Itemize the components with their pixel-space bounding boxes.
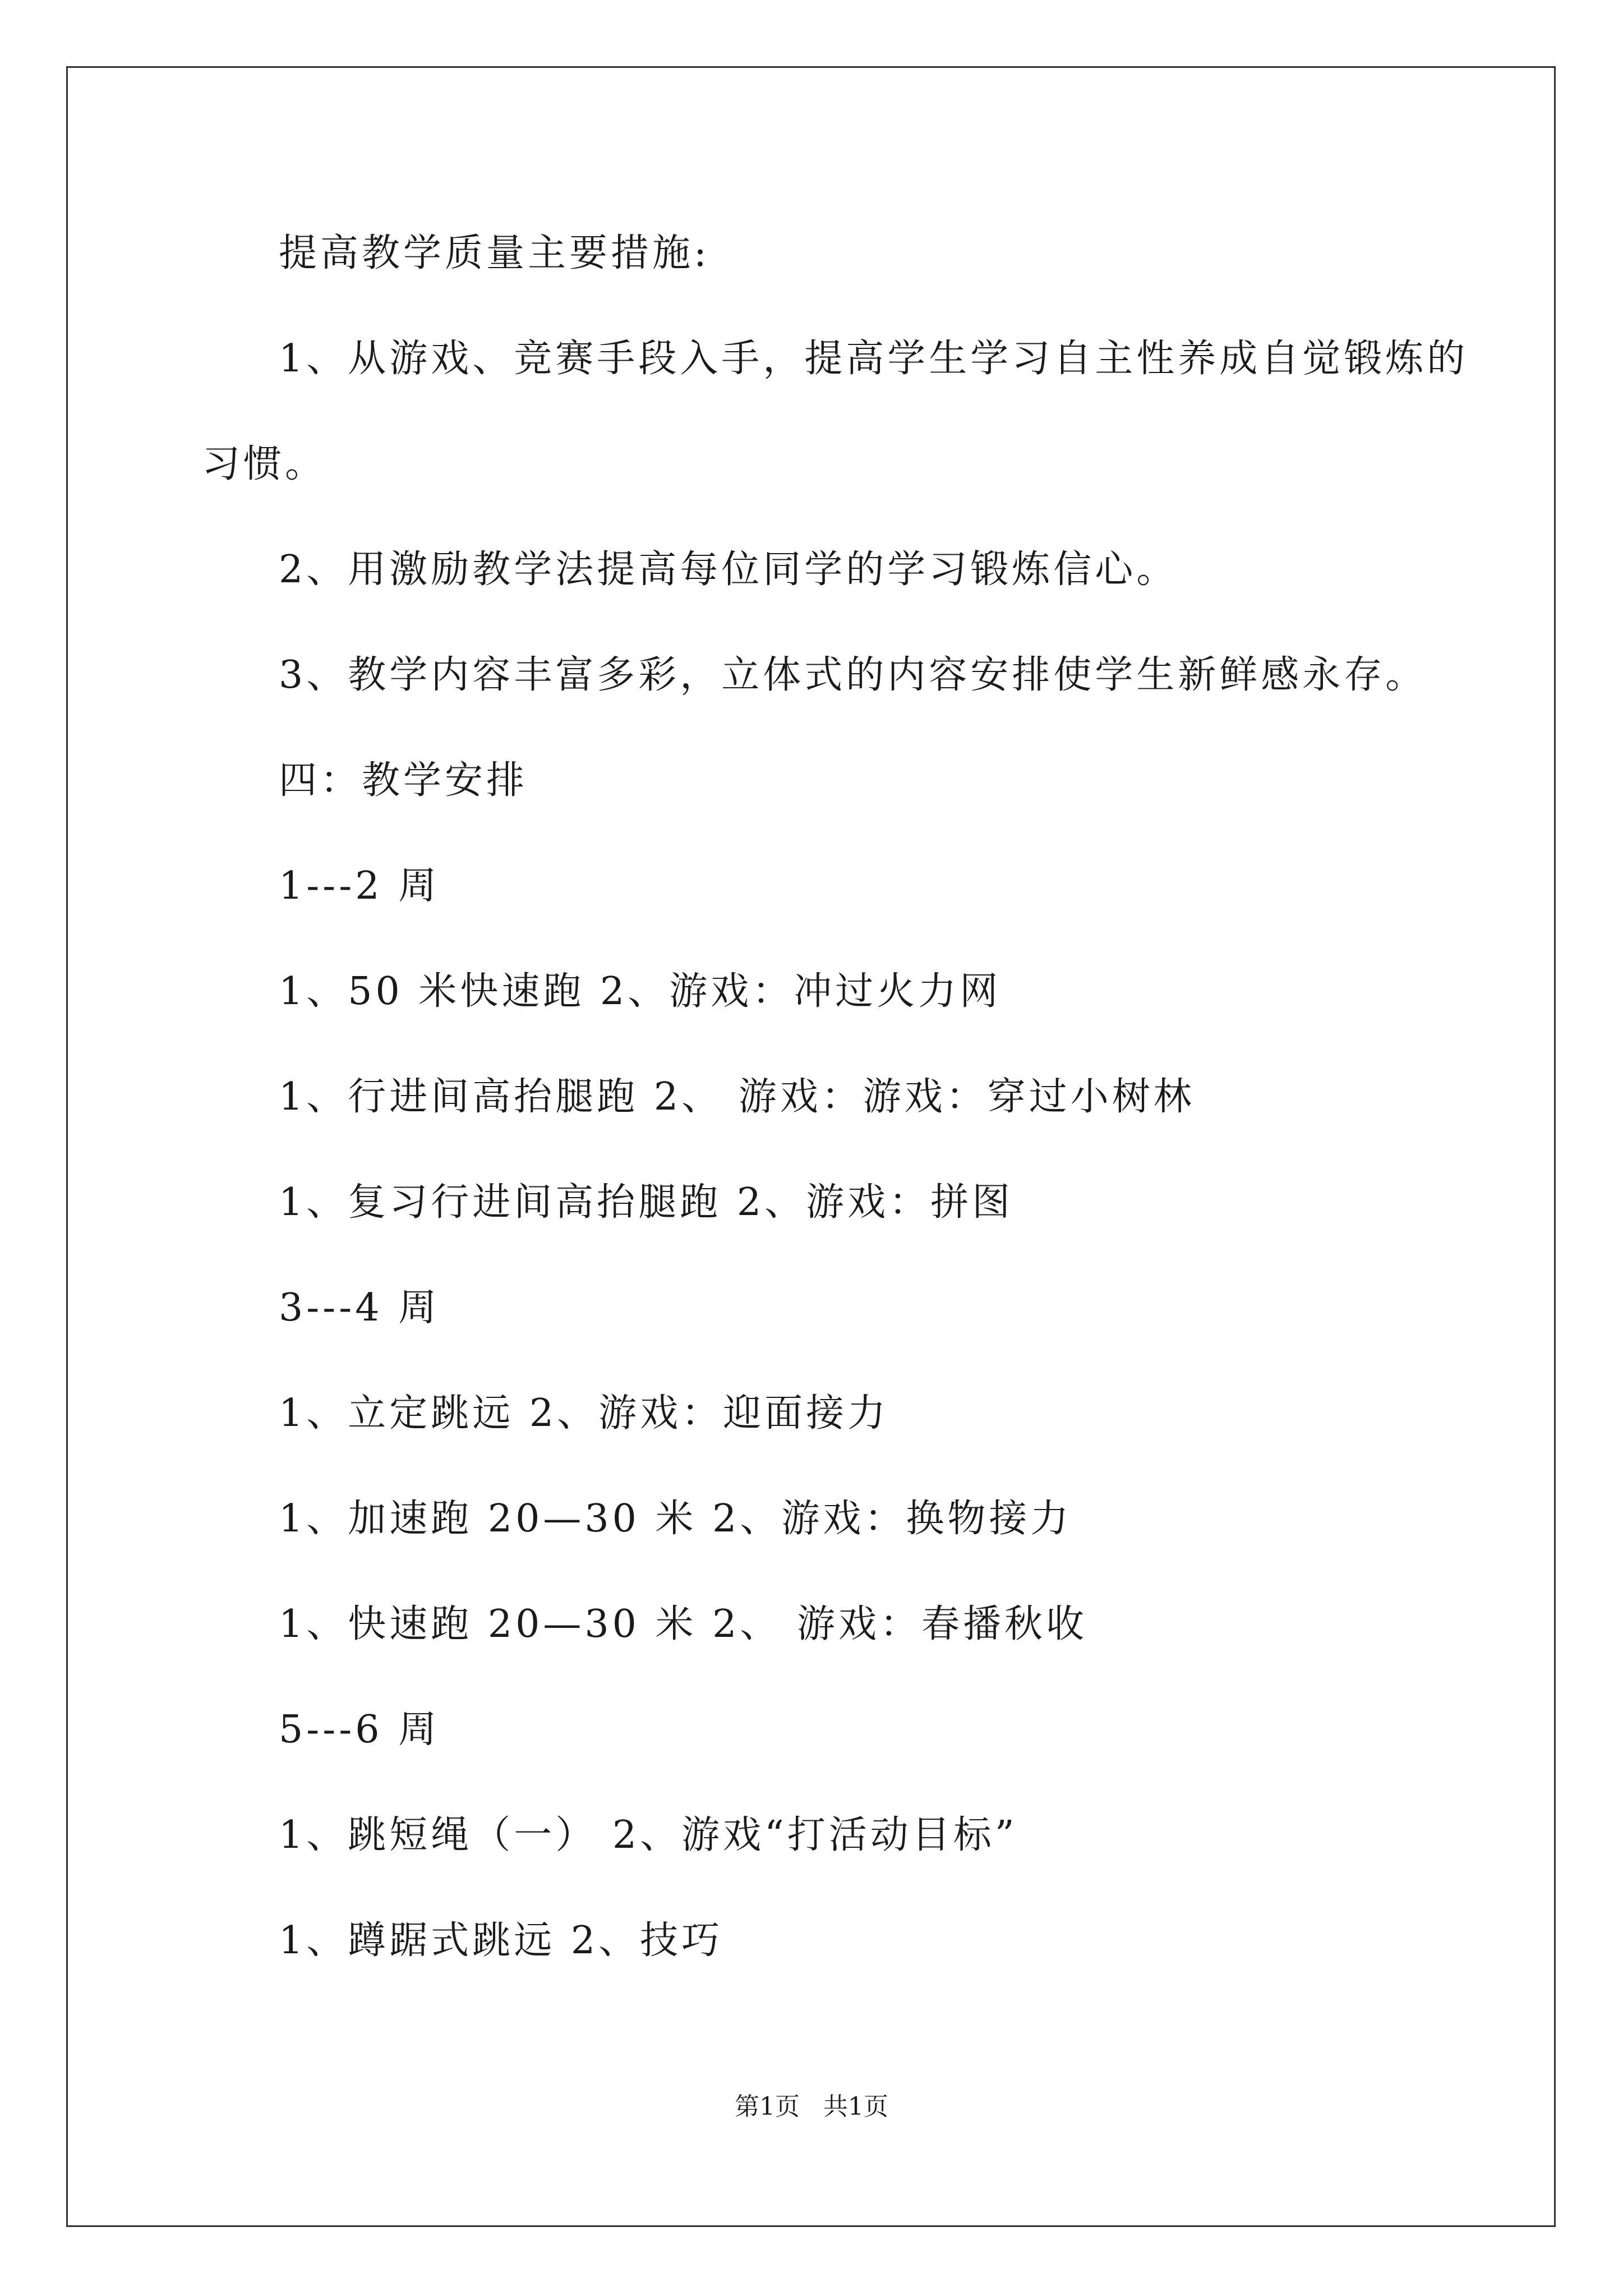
page-footer: 第1页 共1页 [735, 2092, 888, 2121]
lesson-line: 1、50 米快速跑 2、游戏：冲过火力网 [279, 969, 1002, 1014]
lesson-line: 1、行进间高抬腿跑 2、 游戏：游戏：穿过小树林 [279, 1075, 1195, 1119]
lesson-line: 1、复习行进间高抬腿跑 2、游戏：拼图 [279, 1180, 1014, 1225]
week-range-5-6: 5---6 周 [279, 1708, 440, 1752]
measure-1-continued: 习惯。 [202, 442, 327, 486]
measure-2: 2、用激励教学法提高每位同学的学习锻炼信心。 [279, 547, 1178, 592]
lesson-line: 1、跳短绳（一） 2、游戏“打活动目标” [279, 1813, 1018, 1857]
page-border [66, 66, 1556, 2227]
lesson-line: 1、蹲踞式跳远 2、技巧 [279, 1918, 723, 1963]
measure-3: 3、教学内容丰富多彩，立体式的内容安排使学生新鲜感永存。 [279, 653, 1427, 697]
week-range-3-4: 3---4 周 [279, 1286, 440, 1330]
week-range-1-2: 1---2 周 [279, 864, 440, 908]
heading-schedule: 四：教学安排 [279, 758, 528, 803]
heading-measures: 提高教学质量主要措施: [279, 231, 710, 275]
lesson-line: 1、立定跳远 2、游戏：迎面接力 [279, 1391, 889, 1435]
measure-1: 1、从游戏、竞赛手段入手，提高学生学习自主性养成自觉锻炼的 [279, 337, 1469, 381]
lesson-line: 1、快速跑 20—30 米 2、 游戏：春播秋收 [279, 1602, 1088, 1646]
lesson-line: 1、加速跑 20—30 米 2、游戏：换物接力 [279, 1497, 1072, 1541]
